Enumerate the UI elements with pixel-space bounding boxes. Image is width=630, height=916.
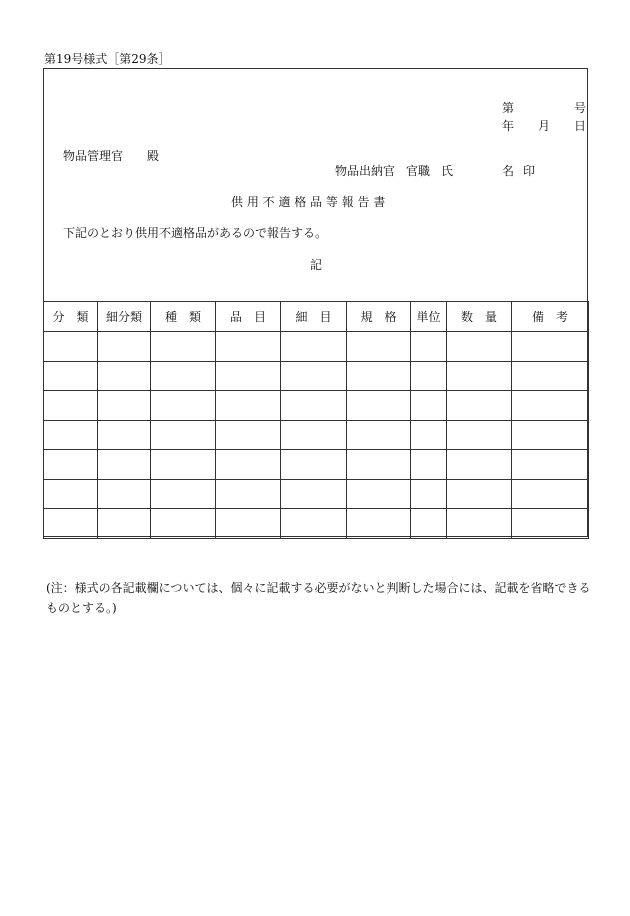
table-cell[interactable] xyxy=(281,479,347,509)
table-cell[interactable] xyxy=(98,479,151,509)
table-cell[interactable] xyxy=(44,479,98,509)
footnote: (注：様式の各記載欄については、個々に記載する必要がないと判断した場合には、記載を省略できるものとする。) xyxy=(46,581,591,615)
header-subcategory: 細分類 xyxy=(98,302,151,332)
header-spec: 規 格 xyxy=(347,302,411,332)
header-kind: 種 類 xyxy=(151,302,216,332)
header-category: 分 類 xyxy=(44,302,98,332)
header-detail: 細 目 xyxy=(281,302,347,332)
table-cell[interactable] xyxy=(98,420,151,450)
header-remarks: 備 考 xyxy=(512,302,589,332)
date-year: 年 xyxy=(502,119,515,133)
table-cell[interactable] xyxy=(411,391,447,421)
table-cell[interactable] xyxy=(512,332,589,362)
table-cell[interactable] xyxy=(281,332,347,362)
number-label-left: 第 xyxy=(502,101,515,115)
table-cell[interactable] xyxy=(411,332,447,362)
table-cell[interactable] xyxy=(347,420,411,450)
table-cell[interactable] xyxy=(98,332,151,362)
header-quantity: 数 量 xyxy=(447,302,512,332)
table-cell[interactable] xyxy=(347,332,411,362)
sender-name-a: 氏 xyxy=(441,164,454,178)
table-header-row xyxy=(44,302,589,332)
seal-mark: 印 xyxy=(523,164,536,178)
table-cell[interactable] xyxy=(512,450,589,480)
table-cell[interactable] xyxy=(347,479,411,509)
table-cell[interactable] xyxy=(216,391,281,421)
table-cell[interactable] xyxy=(447,509,512,539)
table-cell[interactable] xyxy=(512,420,589,450)
table-cell[interactable] xyxy=(216,420,281,450)
date-day: 日 xyxy=(574,119,587,133)
table-cell[interactable] xyxy=(512,509,589,539)
table-cell[interactable] xyxy=(98,391,151,421)
table-cell[interactable] xyxy=(216,509,281,539)
table-row xyxy=(44,361,589,391)
table-cell[interactable] xyxy=(447,450,512,480)
table-cell[interactable] xyxy=(281,361,347,391)
table-cell[interactable] xyxy=(98,509,151,539)
sender-name-b: 名 xyxy=(502,164,515,178)
table-row xyxy=(44,450,589,480)
table-row xyxy=(44,509,589,539)
table-cell[interactable] xyxy=(281,509,347,539)
header-item: 品 目 xyxy=(216,302,281,332)
table-row xyxy=(44,420,589,450)
table-cell[interactable] xyxy=(512,361,589,391)
table-cell[interactable] xyxy=(281,391,347,421)
table-cell[interactable] xyxy=(411,479,447,509)
table-cell[interactable] xyxy=(44,391,98,421)
addressee: 物品管理官 xyxy=(63,149,124,163)
table-cell[interactable] xyxy=(98,361,151,391)
table-row xyxy=(44,391,589,421)
table-cell[interactable] xyxy=(411,361,447,391)
table-cell[interactable] xyxy=(347,450,411,480)
table-row xyxy=(44,479,589,509)
date-month: 月 xyxy=(538,119,551,133)
body-text: 下記のとおり供用不適格品があるので報告する。 xyxy=(63,226,328,240)
form-header-area xyxy=(44,69,587,302)
table-cell[interactable] xyxy=(44,509,98,539)
form-number: 第19号様式［第29条］ xyxy=(44,52,171,66)
table-cell[interactable] xyxy=(216,361,281,391)
table-cell[interactable] xyxy=(447,420,512,450)
table-cell[interactable] xyxy=(447,361,512,391)
table-cell[interactable] xyxy=(447,391,512,421)
table-cell[interactable] xyxy=(216,450,281,480)
table-cell[interactable] xyxy=(347,391,411,421)
table-cell[interactable] xyxy=(44,361,98,391)
table-cell[interactable] xyxy=(281,420,347,450)
table-row xyxy=(44,332,589,362)
table-cell[interactable] xyxy=(411,420,447,450)
table-cell[interactable] xyxy=(216,332,281,362)
document-title: 供 用 不 適 格 品 等 報 告 書 xyxy=(231,195,386,209)
table-cell[interactable] xyxy=(216,479,281,509)
table-cell[interactable] xyxy=(44,332,98,362)
table-cell[interactable] xyxy=(44,420,98,450)
items-table xyxy=(43,301,589,539)
report-form-frame xyxy=(43,68,588,537)
table-cell[interactable] xyxy=(411,450,447,480)
honorific: 殿 xyxy=(147,149,160,163)
table-cell[interactable] xyxy=(347,509,411,539)
table-cell[interactable] xyxy=(347,361,411,391)
header-unit: 単位 xyxy=(411,302,447,332)
table-cell[interactable] xyxy=(151,450,216,480)
table-cell[interactable] xyxy=(151,332,216,362)
table-cell[interactable] xyxy=(98,450,151,480)
table-cell[interactable] xyxy=(512,479,589,509)
table-cell[interactable] xyxy=(512,391,589,421)
table-cell[interactable] xyxy=(447,479,512,509)
table-cell[interactable] xyxy=(151,479,216,509)
table-cell[interactable] xyxy=(44,450,98,480)
table-cell[interactable] xyxy=(151,420,216,450)
ki-label: 記 xyxy=(310,258,323,272)
table-cell[interactable] xyxy=(151,391,216,421)
number-label-right: 号 xyxy=(574,101,587,115)
table-cell[interactable] xyxy=(447,332,512,362)
table-cell[interactable] xyxy=(411,509,447,539)
table-cell[interactable] xyxy=(151,361,216,391)
sender-post: 官職 xyxy=(406,164,431,178)
sender-label: 物品出納官 xyxy=(335,164,396,178)
table-cell[interactable] xyxy=(281,450,347,480)
table-cell[interactable] xyxy=(151,509,216,539)
